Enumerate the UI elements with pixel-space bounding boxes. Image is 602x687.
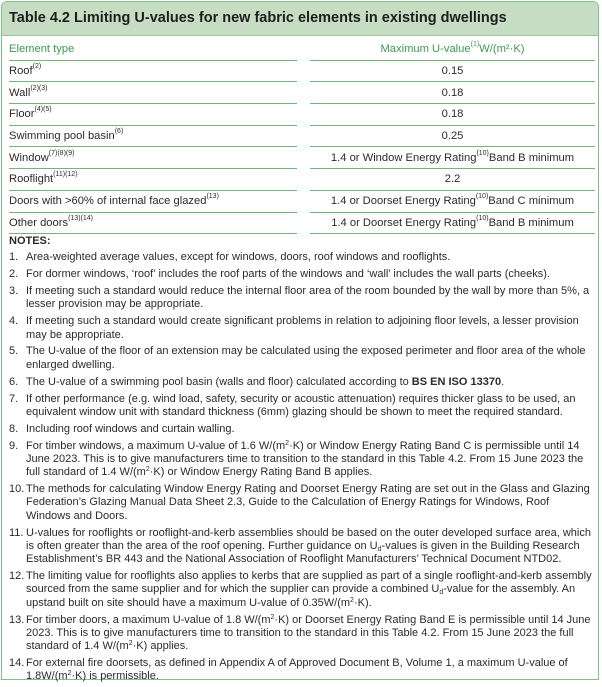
footnote-ref: (13)(14) [68,214,93,222]
u-value-table [9,39,595,234]
table-title: Table 4.2 Limiting U-values for new fabric elements in existing dwellings [2,2,598,36]
element-type-cell [9,61,297,83]
note-text-part: d [439,589,444,597]
note-text-part: ·K). [353,596,372,609]
note-number: 12. [9,570,25,583]
note-item [9,423,593,436]
note-text [26,376,593,389]
table-row [9,169,595,191]
element-type-cell [9,82,297,104]
u-value: 2.2 [444,173,461,186]
element-type-cell [9,126,297,148]
note-number: 2. [9,268,19,281]
table-row [9,191,595,213]
note-text-part: d [377,545,382,553]
note-text-part: The U-value of a swimming pool basin (walls and floor) calculated according to [26,375,412,388]
table-row [9,82,595,104]
footnote-ref: (2) [32,63,42,71]
note-number: 4. [9,315,19,328]
footnote-ref: (10) [476,149,489,157]
note-number: 3. [9,285,19,298]
u-value: 1.4 or Doorset Energy Rating [331,216,477,229]
u-value-tail: Band C minimum [488,195,575,208]
u-value: 0.15 [441,65,464,78]
note-text-part: If meeting such a standard would reduce the internal floor area of the room bounded by the wall by more than 5%, a lesser provision may be appropriate. [26,285,590,311]
note-item [9,527,593,567]
header-element-type: Element type [9,39,297,61]
header-value-label: Maximum U-value [380,43,471,56]
note-number: 11. [9,526,24,539]
note-number: 9. [9,439,19,452]
note-text-part: ·K) applies. [132,640,189,653]
note-item [9,657,593,684]
note-text [26,423,593,436]
note-item [9,251,593,264]
u-value: 0.25 [441,130,464,143]
table-container [1,1,599,683]
note-text [26,251,593,264]
note-text [26,315,593,342]
footnote-ref: (4)(5) [34,106,52,114]
note-text-part: 2 [128,640,133,648]
note-item [9,285,593,312]
note-text [26,614,593,654]
note-text-part: -values is given in the Building Research Establishment’s BR 443 and the National Association of Rooflight Manufacturers’ Technical Document NTD02. [26,539,580,566]
u-value: 0.18 [441,86,464,99]
header-max-u-value [310,39,595,61]
note-item [9,315,593,342]
note-item [9,345,593,372]
note-text-part: 2 [350,596,354,604]
u-value: 1.4 or Window Energy Rating [330,151,477,164]
note-text-part: 2 [270,613,275,621]
element-name: Roof [9,65,33,78]
footnote-ref: (10) [475,193,489,201]
table-header-row [9,39,595,61]
note-number: 14. [9,657,25,670]
u-value-tail: Band B minimum [488,151,575,164]
note-text-part: The methods for calculating Window Energy Rating and Doorset Energy Rating are set out in the Glass and Glazing Federation’s Glazing Manual Data Sheet 2.3, Guide to the Calculation of Energy Ratings for Windows, Roof Windows and Doors. [26,483,590,522]
u-value-cell [310,82,595,104]
note-text-part: BS EN ISO 13370 [411,375,502,388]
note-text-part: For external fire doorsets, as defined in Appendix A of Approved Document B, Volume 1, a maximum U-value of 1.8W/(m [26,657,568,683]
note-number: 8. [9,422,19,435]
note-text-part: ·K) is permissible. [71,670,159,683]
element-name: Window [9,151,49,164]
note-text [26,657,593,684]
note-item [9,483,593,523]
note-text [26,285,593,312]
note-number: 7. [9,392,19,405]
element-type-cell [9,147,297,169]
u-value: 0.18 [441,108,464,121]
u-value-tail: Band B minimum [488,216,574,229]
u-value-cell [310,169,595,191]
table-row [9,104,595,126]
u-value-cell [310,191,595,213]
u-value-cell [310,104,595,126]
table-row [9,213,595,235]
element-name: Floor [9,108,35,121]
u-value-cell [310,213,595,235]
u-value-cell [310,147,595,169]
u-value-cell [310,126,595,148]
note-text-part: ·K) or Window Energy Rating Band B applies. [149,466,373,479]
note-text [26,527,593,567]
note-text-part: 2 [285,439,290,447]
header-footnote-ref: (1) [470,41,480,49]
element-type-cell [9,213,297,235]
note-item [9,376,593,389]
note-item [9,268,593,281]
element-name: Swimming pool basin [9,130,115,143]
element-name: Rooflight [9,173,54,186]
note-text [26,268,593,281]
notes-section [9,235,593,687]
u-value-cell [310,61,595,83]
note-item [9,393,593,420]
note-text-part: -value for the assembly. An upstand built on site should have a maximum U-value of 0.35W/(m [26,583,576,609]
note-number: 1. [9,251,19,264]
note-text [26,393,593,420]
header-unit: W/(m²·K) [479,43,525,56]
note-text-part: 2 [67,670,72,678]
note-text [26,440,593,480]
note-item [9,570,593,610]
note-text-part: 2 [145,466,150,474]
note-text [26,345,593,372]
note-number: 13. [9,613,25,626]
note-item [9,614,593,654]
note-text [26,483,593,523]
footnote-ref: (13) [206,193,219,201]
element-name: Wall [9,86,31,99]
footnote-ref: (2)(3) [30,84,48,92]
note-text-part: For timber doors, a maximum U-value of 1.8 W/(m [26,613,271,626]
note-text-part: Area-weighted average values, except for windows, doors, roof windows and rooflights. [26,251,451,264]
note-text-part: If other performance (e.g. wind load, safety, security or acoustic attenuation) requires thicker glass to be used, an equivalent window unit with standard thickness (6mm) glazing should be shown to meet the required standard. [26,392,576,418]
note-text-part: U-values for rooflights or rooflight-and-kerb assemblies should be based on the outer developed surface area, which is often greater than the area of the roof opening. Further guidance on U [26,526,591,552]
note-number: 6. [9,375,19,388]
note-number: 10. [9,483,25,496]
u-value: 1.4 or Doorset Energy Rating [330,195,476,208]
note-text-part: The U-value of the floor of an extension may be calculated using the exposed perimeter and floor area of the whole enlarged dwelling. [26,345,586,371]
notes-heading: NOTES: [9,235,51,247]
note-text-part: If meeting such a standard would create significant problems in relation to adjoining floor levels, a lesser provision may be appropriate. [26,315,579,341]
element-name: Doors with >60% of internal face glazed [9,195,207,208]
footnote-ref: (7)(8)(9) [48,149,75,157]
note-text-part: . [501,375,505,388]
footnote-ref: (10) [476,214,489,222]
note-text-part: For dormer windows, ‘roof’ includes the roof parts of the windows and ‘wall’ includes the wall parts (cheeks). [26,268,550,281]
note-text-part: The limiting value for rooflights also applies to kerbs that are supplied as part of a single rooflight-and-kerb assembly sourced from the same supplier and for which the supplier can provide a combined U [26,570,592,596]
element-type-cell [9,104,297,126]
element-name: Other doors [9,216,69,229]
note-text-part: For timber windows, a maximum U-value of 1.6 W/(m [26,439,286,452]
table-row [9,61,595,83]
footnote-ref: (11)(12) [53,171,78,179]
note-text-part: ·K) or Window Energy Rating Band C is permissible until 14 June 2023. This is to give manufacturers time to transition to the standard in this Table 4.2. From 15 June 2023 the full standard of 1.4 W/(m [26,439,584,479]
table-row [9,147,595,169]
note-text-part: Including roof windows and curtain walling. [26,422,235,435]
note-item [9,440,593,480]
note-text [26,570,593,610]
footnote-ref: (6) [114,128,124,136]
element-type-cell [9,169,297,191]
table-row [9,126,595,148]
note-text-part: ·K) or Doorset Energy Rating Band E is permissible until 14 June 2023. This is to give manufacturers time to transition to the standard in this Table 4.2. From 15 June 2023 the full standard of 1.4 W/(m [26,613,591,653]
element-type-cell [9,191,297,213]
note-number: 5. [9,345,19,358]
